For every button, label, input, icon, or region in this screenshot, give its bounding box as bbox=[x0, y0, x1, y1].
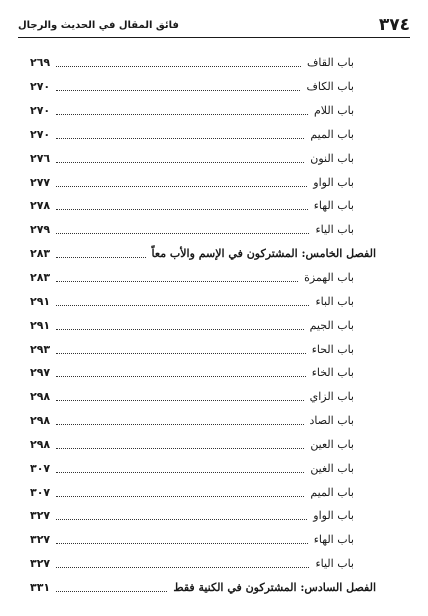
toc-entry-title: باب القاف bbox=[307, 56, 354, 70]
toc-entry-page: ٢٨٣ bbox=[30, 271, 51, 285]
toc-entry bbox=[30, 170, 376, 194]
toc-entry bbox=[30, 361, 376, 385]
toc-entry-page: ٣٠٧ bbox=[30, 485, 51, 499]
dot-leader bbox=[56, 424, 303, 425]
toc-entry-page: ٢٧٧ bbox=[30, 175, 51, 189]
dot-leader bbox=[56, 257, 145, 258]
dot-leader bbox=[56, 305, 309, 306]
toc-entry bbox=[30, 337, 376, 361]
toc-entry-title: باب الكاف bbox=[306, 80, 354, 94]
toc-entry bbox=[30, 289, 376, 313]
toc-entry bbox=[30, 218, 376, 242]
toc-entry-title: باب الميم bbox=[310, 127, 354, 141]
toc-entry-title: باب الخاء bbox=[311, 366, 354, 380]
toc-entry-title: باب الصاد bbox=[309, 414, 354, 428]
toc-entry-title: باب الحاء bbox=[311, 342, 354, 356]
dot-leader bbox=[56, 472, 304, 473]
toc-entry-page: ٢٩٧ bbox=[30, 366, 51, 380]
toc-entry-page: ٢٧٠ bbox=[30, 80, 51, 94]
toc-entry bbox=[30, 504, 376, 528]
toc-entry-title: باب العين bbox=[310, 437, 354, 451]
toc-entry-title: باب الباء bbox=[315, 294, 354, 308]
dot-leader bbox=[56, 114, 308, 115]
toc-entry-title: باب الميم bbox=[310, 485, 354, 499]
toc-entry-page: ٢٧٦ bbox=[30, 151, 51, 165]
dot-leader bbox=[56, 543, 308, 544]
toc-entry-page: ٢٨٣ bbox=[30, 247, 51, 261]
dot-leader bbox=[56, 353, 306, 354]
toc-entry bbox=[30, 99, 376, 123]
header-rule bbox=[18, 37, 410, 38]
table-of-contents bbox=[30, 51, 376, 599]
toc-chapter-heading bbox=[30, 242, 376, 266]
dot-leader bbox=[56, 591, 167, 592]
toc-entry-title: باب الياء bbox=[315, 223, 354, 237]
toc-entry-title: باب الجيم bbox=[309, 318, 354, 332]
toc-entry bbox=[30, 75, 376, 99]
toc-chapter-heading bbox=[30, 576, 376, 600]
toc-entry bbox=[30, 51, 376, 75]
toc-entry bbox=[30, 266, 376, 290]
dot-leader bbox=[56, 138, 304, 139]
toc-entry-page: ٣٢٧ bbox=[30, 509, 51, 523]
dot-leader bbox=[56, 66, 301, 67]
toc-entry bbox=[30, 456, 376, 480]
toc-entry-title: باب الياء bbox=[315, 557, 354, 571]
toc-entry bbox=[30, 433, 376, 457]
dot-leader bbox=[56, 233, 309, 234]
toc-entry-page: ٢٩٨ bbox=[30, 437, 51, 451]
toc-entry-title: باب الهاء bbox=[313, 199, 354, 213]
toc-entry-title: باب الواو bbox=[313, 175, 354, 189]
dot-leader bbox=[56, 281, 298, 282]
toc-entry bbox=[30, 194, 376, 218]
dot-leader bbox=[56, 448, 304, 449]
toc-entry-page: ٢٧٨ bbox=[30, 199, 51, 213]
dot-leader bbox=[56, 329, 303, 330]
dot-leader bbox=[56, 567, 309, 568]
toc-entry-page: ٢٩١ bbox=[30, 294, 51, 308]
toc-entry-title: باب الغين bbox=[310, 461, 354, 475]
toc-entry-page: ٢٧٠ bbox=[30, 127, 51, 141]
toc-entry-page: ٣٣١ bbox=[30, 580, 51, 594]
toc-entry bbox=[30, 409, 376, 433]
dot-leader bbox=[56, 519, 307, 520]
toc-entry-page: ٢٩٣ bbox=[30, 342, 51, 356]
dot-leader bbox=[56, 496, 304, 497]
dot-leader bbox=[56, 186, 307, 187]
toc-entry bbox=[30, 146, 376, 170]
dot-leader bbox=[56, 209, 308, 210]
toc-entry-title: الفصل السادس: المشتركون في الكنية فقط bbox=[173, 580, 376, 594]
toc-entry-page: ٣٠٧ bbox=[30, 461, 51, 475]
toc-entry bbox=[30, 480, 376, 504]
toc-entry bbox=[30, 552, 376, 576]
toc-entry-page: ٢٩٨ bbox=[30, 414, 51, 428]
toc-entry-page: ٢٦٩ bbox=[30, 56, 51, 70]
dot-leader bbox=[56, 376, 306, 377]
toc-entry-title: الفصل الخامس: المشتركون في الإسم والأب معاً bbox=[151, 247, 376, 261]
dot-leader bbox=[56, 400, 303, 401]
toc-entry-page: ٢٩٨ bbox=[30, 390, 51, 404]
toc-entry-page: ٢٩١ bbox=[30, 318, 51, 332]
toc-entry-title: باب الهاء bbox=[313, 533, 354, 547]
page-number: ٣٧٤ bbox=[378, 15, 410, 35]
toc-entry-title: باب الزاي bbox=[309, 390, 354, 404]
toc-entry-page: ٣٢٧ bbox=[30, 557, 51, 571]
dot-leader bbox=[56, 90, 300, 91]
toc-entry-title: باب النون bbox=[310, 151, 354, 165]
toc-entry-title: باب الهمزة bbox=[304, 271, 354, 285]
toc-entry-page: ٣٢٧ bbox=[30, 533, 51, 547]
page-header bbox=[18, 14, 410, 36]
dot-leader bbox=[56, 162, 304, 163]
toc-entry bbox=[30, 528, 376, 552]
toc-entry bbox=[30, 123, 376, 147]
toc-entry-title: باب اللام bbox=[313, 104, 354, 118]
toc-entry bbox=[30, 313, 376, 337]
toc-entry-page: ٢٧٩ bbox=[30, 223, 51, 237]
toc-entry bbox=[30, 385, 376, 409]
running-title: فائق المقال في الحديث والرجال bbox=[18, 19, 179, 31]
toc-entry-page: ٢٧٠ bbox=[30, 104, 51, 118]
toc-entry-title: باب الواو bbox=[313, 509, 354, 523]
